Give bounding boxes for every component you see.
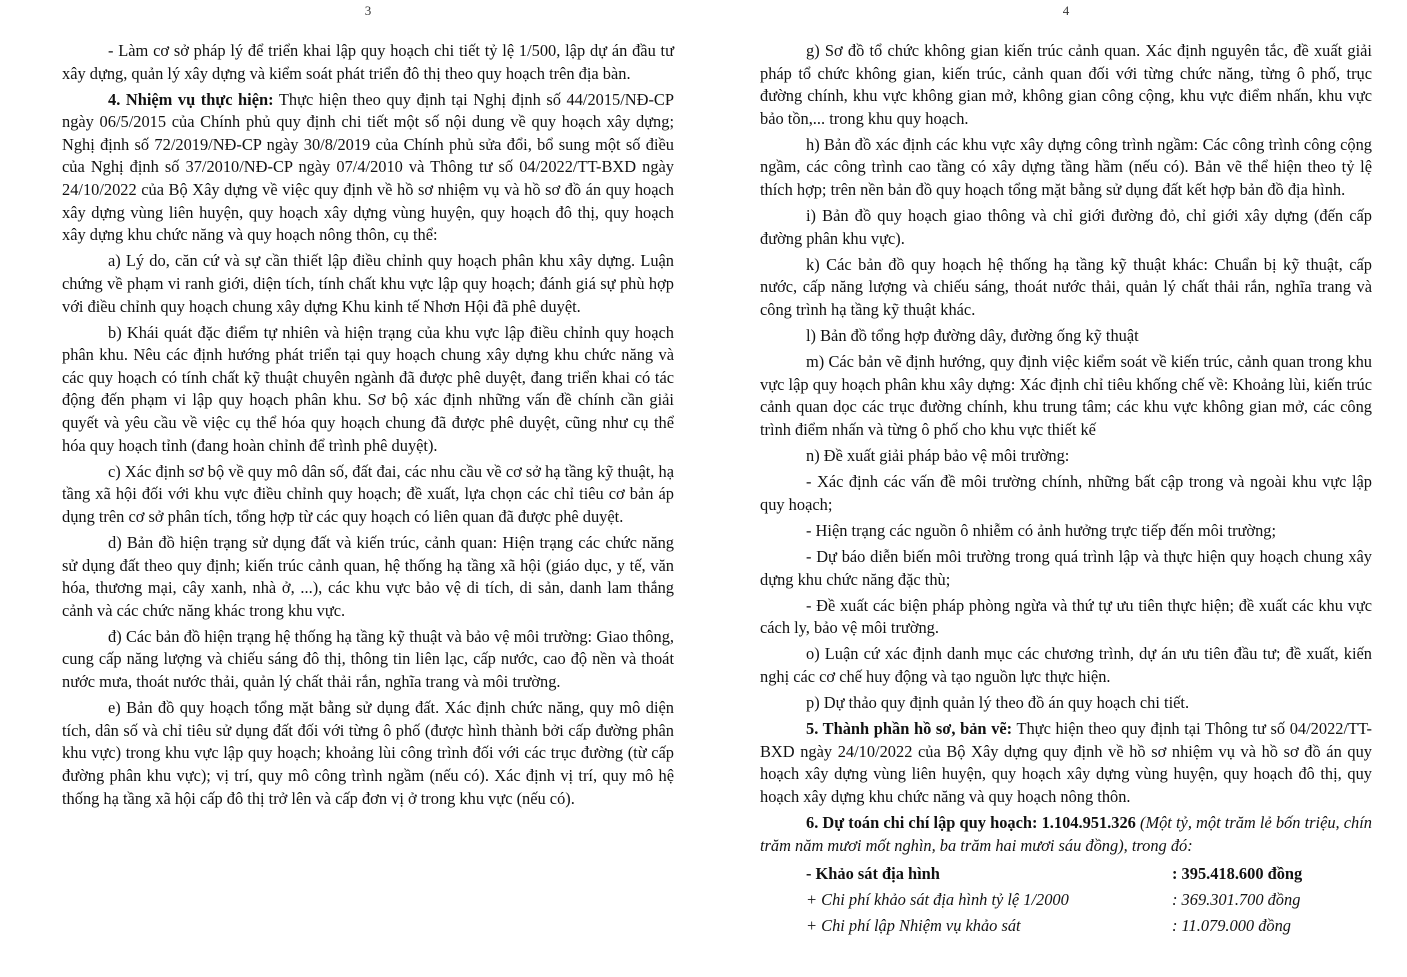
paragraph (62, 461, 674, 529)
paragraph (760, 643, 1372, 688)
paragraph (760, 520, 1372, 543)
paragraph-text: e) Bản đồ quy hoạch tổng mặt bằng sử dụng đất. Xác định chức năng, quy mô diện tích, dân số và chỉ tiêu sử dụng đất đối với từng ô phố (được hình thành bởi cấp đường phân khu vực) trong khu vực lập quy hoạch; khoảng lùi công trình đối với các trục đường (từ cấp đường phân khu vực); vị trí, quy mô công trình ngầm (nếu có). Xác định vị trí, quy mô hệ thống hạ tầng xã hội cấp đô thị trở lên và cấp đơn vị ở trong khu vực (nếu có). (62, 698, 674, 808)
cost-row (760, 861, 1372, 887)
page-4 (760, 0, 1372, 977)
cost-label: + Chi phí lập Nhiệm vụ khảo sát (806, 915, 1021, 935)
cost-label: + Chi phí khảo sát địa hình tỷ lệ 1/2000 (806, 889, 1069, 909)
paragraph (760, 254, 1372, 322)
page-number: 4 (1062, 3, 1070, 18)
paragraph (62, 250, 674, 318)
paragraph (62, 697, 674, 810)
section-heading: 5. Thành phần hồ sơ, bản vẽ: (806, 719, 1013, 739)
paragraph-text: b) Khái quát đặc điểm tự nhiên và hiện trạng của khu vực lập điều chỉnh quy hoạch phân khu. Nêu các định hướng phát triển tại quy hoạch chung xây dựng khu chức năng và các quy hoạch có tính chất kỹ thuật chuyên ngành đã được phê duyệt, đang triển khai có tác động đến phạm vi lập quy hoạch phân khu. Sơ bộ xác định những vấn đề chính cần giải quyết và yêu cầu về việc cụ thể hóa quy hoạch chung đã được phê duyệt, cũng như cụ thể hóa quy hoạch tỉnh (đang hoàn chỉnh để trình phê duyệt). (62, 322, 674, 455)
page-number: 3 (364, 3, 372, 18)
paragraph-text: o) Luận cứ xác định danh mục các chương trình, dự án ưu tiên đầu tư; đề xuất, kiến nghị các cơ chế huy động và tạo nguồn lực thực hiện. (760, 644, 1372, 686)
page-content (62, 40, 674, 814)
paragraph-text: - Dự báo diễn biến môi trường trong quá trình lập và thực hiện quy hoạch chung xây dựng khu chức năng đặc thù; (760, 546, 1372, 589)
paragraph (760, 692, 1372, 715)
paragraph (760, 134, 1372, 202)
paragraph-text: Thực hiện theo quy định tại Nghị định số 44/2015/NĐ-CP ngày 06/5/2015 của Chính phủ quy định chi tiết một số nội dung về quy hoạch xây dựng; Nghị định số 72/2019/NĐ-CP ngày 30/8/2019 của Chính phủ sửa đổi, bổ sung một số điều của Nghị định số 37/2010/NĐ-CP ngày 07/4/2010 và Thông tư số 04/2022/TT-BXD ngày 24/10/2022 của Bộ Xây dựng về việc quy định về hồ sơ nhiệm vụ và hồ sơ đồ án quy hoạch xây dựng vùng liên huyện, quy hoạch xây dựng vùng huyện, quy hoạch đô thị, quy hoạch xây dựng khu chức năng và quy hoạch nông thôn, cụ thể: (62, 89, 674, 245)
paragraph-text: m) Các bản vẽ định hướng, quy định việc kiểm soát về kiến trúc, cảnh quan trong khu vực lập quy hoạch phân khu xây dựng: Xác định chỉ tiêu khống chế về: Khoảng lùi, kiến trúc cảnh quan dọc các trục đường chính, khu trung tâm; các khu vực không gian mở, các công trình điểm nhấn và từng ô phố cho khu vực thiết kế (760, 352, 1372, 439)
section-heading: 6. Dự toán chi chí lập quy hoạch: 1.104.951.326 (806, 813, 1136, 832)
paragraph (760, 325, 1372, 348)
paragraph (760, 718, 1372, 808)
amount-in-words: (Một tỷ, một trăm lẻ bốn triệu, chín trăm năm mươi mốt nghìn, ba trăm hai mươi sáu đồng), trong đó: (760, 813, 1372, 855)
paragraph-text: p) Dự thảo quy định quản lý theo đồ án quy hoạch chi tiết. (806, 693, 1190, 713)
cost-label: - Khảo sát địa hình (806, 863, 940, 883)
paragraph (760, 546, 1372, 591)
paragraph (760, 205, 1372, 250)
paragraph (760, 595, 1372, 640)
paragraph-text: c) Xác định sơ bộ về quy mô dân số, đất đai, các nhu cầu về cơ sở hạ tầng kỹ thuật, hạ tầng xã hội đối với khu vực điều chỉnh quy hoạch; đề xuất, lựa chọn các chỉ tiêu cơ bản áp dụng trên cơ sở phân tích, tổng hợp từ các quy hoạch có liên quan đã được phê duyệt. (62, 461, 674, 526)
paragraph (760, 40, 1372, 130)
paragraph-text: k) Các bản đồ quy hoạch hệ thống hạ tầng kỹ thuật khác: Chuẩn bị kỹ thuật, cấp nước, cấp năng lượng và chiếu sáng, thoát nước thải, quản lý chất thải rắn, nghĩa trang và công trình hạ tầng kỹ thuật khác. (760, 254, 1372, 320)
paragraph-text: a) Lý do, căn cứ và sự cần thiết lập điều chỉnh quy hoạch phân khu xây dựng. Luận chứng về phạm vi ranh giới, diện tích, tính chất khu vực lập quy hoạch; đánh giá sự phù hợp với điều chỉnh quy hoạch chung xây dựng Khu kinh tế Nhơn Hội đã phê duyệt. (62, 251, 674, 316)
paragraph (760, 351, 1372, 441)
page-3 (62, 0, 674, 977)
paragraph-text: - Xác định các vấn đề môi trường chính, những bất cập trong và ngoài khu vực lập quy hoạch; (760, 472, 1372, 514)
cost-row (760, 913, 1372, 939)
paragraph (760, 445, 1372, 468)
paragraph-text: - Làm cơ sở pháp lý để triển khai lập quy hoạch chi tiết tỷ lệ 1/500, lập dự án đầu tư xây dựng, quản lý xây dựng và kiểm soát phát triển đô thị theo quy hoạch trên địa bàn. (62, 41, 674, 83)
paragraph-text: l) Bản đồ tổng hợp đường dây, đường ống kỹ thuật (806, 326, 1139, 346)
section-heading: 4. Nhiệm vụ thực hiện: (108, 89, 274, 109)
paragraph (62, 322, 674, 458)
paragraph-text: g) Sơ đồ tổ chức không gian kiến trúc cảnh quan. Xác định nguyên tắc, đề xuất giải pháp tổ chức không gian, kiến trúc, cảnh quan đối với từng chức năng, từng ô phố, trục đường chính, khu vực không gian mở, không gian công cộng, khu vực điểm nhấn, khu vực bảo tồn,... trong khu quy hoạch. (760, 41, 1372, 128)
cost-value: : 395.418.600 đồng (1172, 863, 1303, 883)
paragraph-text: đ) Các bản đồ hiện trạng hệ thống hạ tầng kỹ thuật và bảo vệ môi trường: Giao thông, cung cấp năng lượng và chiếu sáng đô thị, thông tin liên lạc, cấp nước, cao độ nền và thoát nước mưa, thoát nước thải, quản lý chất thải rắn, nghĩa trang và môi trường. (62, 626, 674, 692)
paragraph (62, 626, 674, 694)
cost-value: : 11.079.000 đồng (1172, 915, 1291, 935)
paragraph (760, 471, 1372, 516)
paragraph (62, 532, 674, 622)
paragraph-text: i) Bản đồ quy hoạch giao thông và chỉ giới đường đỏ, chỉ giới xây dựng (đến cấp đường phân khu vực). (760, 206, 1372, 248)
paragraph (62, 89, 674, 247)
cost-value: : 369.301.700 đồng (1172, 889, 1301, 909)
paragraph-text: h) Bản đồ xác định các khu vực xây dựng công trình ngầm: Các công trình công cộng ngầm, các công trình cao tầng có xây dựng tầng hầm (nếu có). Bản vẽ thể hiện theo tỷ lệ thích hợp; trên nền bản đồ quy hoạch tổng mặt bằng sử dụng đất kết hợp bản đồ địa hình. (760, 134, 1372, 200)
cost-row (760, 887, 1372, 913)
paragraphs (760, 40, 1372, 857)
paragraph (760, 812, 1372, 857)
paragraph-text: - Hiện trạng các nguồn ô nhiễm có ảnh hưởng trực tiếp đến môi trường; (806, 520, 1277, 540)
paragraph-text: Thực hiện theo quy định tại Thông tư số 04/2022/TT-BXD ngày 24/10/2022 của Bộ Xây dựng quy định về hồ sơ nhiệm vụ và hồ sơ đồ án quy hoạch xây dựng vùng liên huyện, quy hoạch xây dựng vùng huyện, quy hoạch đô thị, quy hoạch xây dựng khu chức năng và quy hoạch nông thôn. (760, 719, 1372, 806)
paragraph (62, 40, 674, 85)
paragraph-text: d) Bản đồ hiện trạng sử dụng đất và kiến trúc, cảnh quan: Hiện trạng các chức năng sử dụng đất theo quy định; kiến trúc cảnh quan, hệ thống hạ tầng xã hội (giáo dục, y tế, văn hóa, thương mại, cây xanh, nhà ở, ...), các khu vực bảo vệ di tích, di sản, danh lam thắng cảnh và các chức năng khác trong khu vực. (62, 532, 674, 620)
page-content (760, 40, 1372, 939)
paragraph-text: n) Đề xuất giải pháp bảo vệ môi trường: (806, 446, 1070, 466)
cost-table (760, 861, 1372, 939)
paragraph-text: - Đề xuất các biện pháp phòng ngừa và thứ tự ưu tiên thực hiện; đề xuất các khu vực cách ly, bảo vệ môi trường. (760, 595, 1372, 638)
